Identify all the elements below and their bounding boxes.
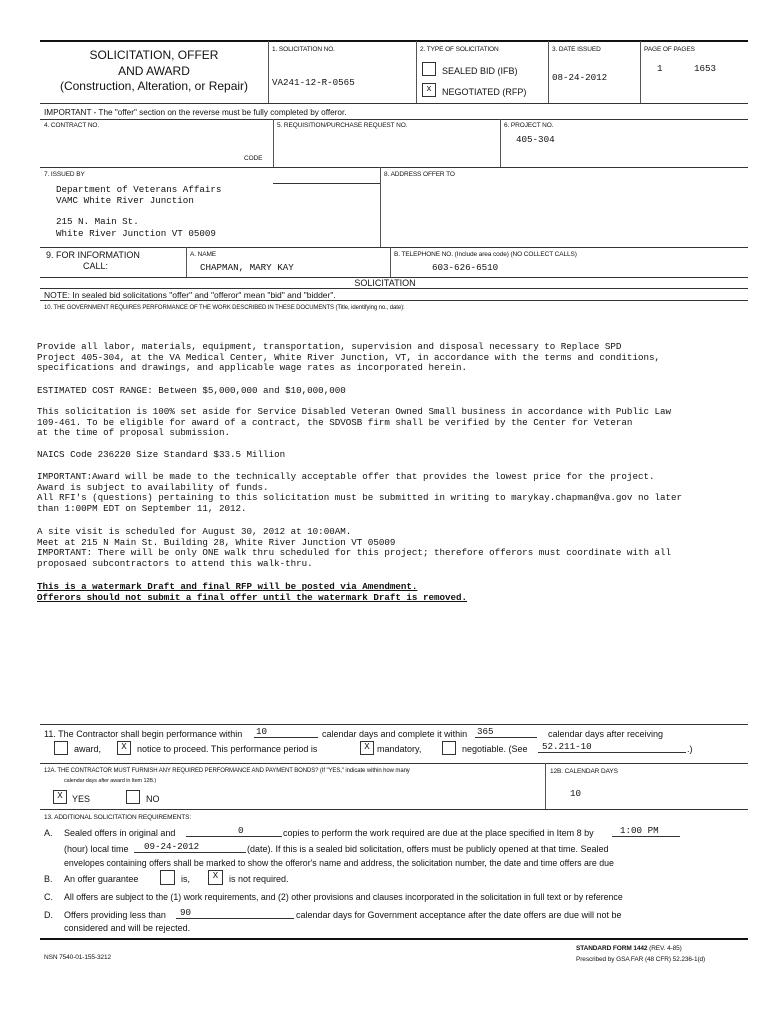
begin-days-field[interactable] <box>254 726 318 738</box>
mandatory-label: mandatory, <box>377 744 422 754</box>
form-revision: (REV. 4-85) <box>649 945 682 952</box>
sealed-bid-note: NOTE: In sealed bid solicitations "offer" and "offeror" mean "bid" and "bidder". <box>44 290 336 300</box>
item-13b-letter: B. <box>44 874 53 884</box>
begin-days-value: 10 <box>256 726 268 737</box>
divider <box>390 247 391 277</box>
form-title <box>40 48 268 95</box>
item-13d-text-2: calendar days for Government acceptance after the date offers are due will not be <box>296 910 622 920</box>
due-time-field[interactable] <box>612 825 680 837</box>
divider <box>380 167 381 247</box>
bonds-no-label: NO <box>146 794 160 804</box>
item-12b-label: 12B. CALENDAR DAYS <box>550 768 618 775</box>
item-13a-text-5: envelopes containing offers shall be marked to show the offeror's name and address, the solicitation number, the date and time offers are due <box>64 858 614 868</box>
divider <box>416 41 417 103</box>
due-time-value: 1:00 PM <box>620 825 659 836</box>
project-no-label: 6. PROJECT NO. <box>504 122 554 129</box>
sealed-bid-checkbox[interactable] <box>422 62 436 76</box>
rule <box>273 183 380 184</box>
complete-days-field[interactable] <box>475 726 537 738</box>
cost-range: ESTIMATED COST RANGE: Between $5,000,000 and $10,000,000 <box>37 385 346 396</box>
address-offer-label: 8. ADDRESS OFFER TO <box>384 171 455 178</box>
page-of-pages-label: PAGE OF PAGES <box>644 46 695 53</box>
site-visit-text: A site visit is scheduled for August 30, 2012 at 10:00AM. Meet at 215 N Main St. Building 28, White River Junction VT 05009 IMPORTANT: There will be only ONE walk thru scheduled for this project; therefore offerors must coordinate with all proposaed subcontractors to attend this walk-thru. <box>37 526 672 569</box>
info-label-line-1: 9. FOR INFORMATION <box>46 250 140 260</box>
date-issued-label: 3. DATE ISSUED <box>552 46 601 53</box>
bonds-yes-label: YES <box>72 794 91 804</box>
bonds-no-checkbox[interactable] <box>126 790 140 804</box>
work-description: Provide all labor, materials, equipment, transportation, supervision and disposal necessary to Replace SPD Project 405-304, at the VA Medical Center, White River Junction, VT, in accordance with the terms and conditions, specifications and drawings, and applicable wage rates as incorporated herein. <box>37 341 661 374</box>
award-checkbox[interactable] <box>54 741 68 755</box>
telephone-value: 603-626-6510 <box>432 262 499 273</box>
issued-by-line-2: VAMC White River Junction <box>56 195 194 206</box>
solicitation-heading: SOLICITATION <box>354 278 416 288</box>
item-13b-text: An offer guarantee <box>64 874 139 884</box>
item-13a-letter: A. <box>44 828 53 838</box>
rule <box>40 724 748 725</box>
contact-name-value: CHAPMAN, MARY KAY <box>200 262 294 273</box>
set-aside-text: This solicitation is 100% set aside for Service Disabled Veteran Owned Small business in accordance with Public Law 109-461. To be eligible for award of a contract, the SDVOSB firm shall be verified by the Center for Veteran at the time of proposal submission. <box>37 406 672 439</box>
sealed-bid-label: SEALED BID (IFB) <box>442 66 518 76</box>
copies-field[interactable] <box>186 825 282 837</box>
item-13d-letter: D. <box>44 910 53 920</box>
watermark-notice-1: This is a watermark Draft and final RFP will be posted via Amendment. <box>37 581 418 592</box>
rule <box>40 167 748 168</box>
negotiated-checkbox[interactable]: x <box>422 83 436 97</box>
item-13a-text-1: Sealed offers in original and <box>64 828 176 838</box>
prescribed-by: Prescribed by GSA FAR (48 CFR) 52.236-1(d) <box>576 956 706 963</box>
item-11-text-2: calendar days and complete it within <box>322 729 468 739</box>
item-10-label: 10. THE GOVERNMENT REQUIRES PERFORMANCE OF THE WORK DESCRIBED IN THESE DOCUMENTS (Title, identifying no., date): <box>44 305 405 311</box>
type-of-solicitation-label: 2. TYPE OF SOLICITATION <box>420 46 499 53</box>
mandatory-checkbox[interactable]: X <box>360 741 374 755</box>
negotiated-label: NEGOTIATED (RFP) <box>442 87 527 97</box>
guarantee-not-checkbox[interactable]: X <box>208 870 223 885</box>
divider <box>640 41 641 103</box>
telephone-label: B. TELEPHONE NO. (Include area code) (NO COLLECT CALLS) <box>394 251 577 258</box>
item-13a-text-4: (date). If this is a sealed bid solicitation, offers must be publicly opened at that time. Sealed <box>247 844 609 854</box>
item-12a-label-2: calendar days after award in Item 12B.) <box>64 778 157 784</box>
top-rule <box>40 40 748 42</box>
divider <box>268 41 269 103</box>
issued-by-label: 7. ISSUED BY <box>44 171 85 178</box>
code-label: CODE <box>244 155 263 162</box>
form-number <box>576 945 682 952</box>
ntp-label: notice to proceed. This performance period is <box>137 744 318 754</box>
naics-text: NAICS Code 236220 Size Standard $33.5 Million <box>37 449 286 460</box>
item-13a-text-3: (hour) local time <box>64 844 129 854</box>
ntp-checkbox[interactable]: X <box>117 741 131 755</box>
rule <box>40 103 748 104</box>
rule <box>40 247 748 248</box>
project-no-value[interactable]: 405-304 <box>516 134 555 145</box>
issued-by-line-1: Department of Veterans Affairs <box>56 184 222 195</box>
guarantee-not-label: is not required. <box>229 874 289 884</box>
page-number: 1 <box>657 63 663 74</box>
rule <box>40 809 748 810</box>
item-13d-text-3: considered and will be rejected. <box>64 923 191 933</box>
see-clause-field[interactable] <box>538 741 686 753</box>
award-text: IMPORTANT:Award will be made to the technically acceptable offer that provides the lowest price for the project. Award is subject to availability of funds. All RFI's (questions) pertaining to this solicitation must be submitted in writing to marykay.chapman@va.gov no later than 1:00PM EDT on September 11, 2012. <box>37 471 683 514</box>
due-date-field[interactable] <box>134 841 246 853</box>
item-13c-letter: C. <box>44 892 53 902</box>
solicitation-no-label: 1. SOLICITATION NO. <box>272 46 335 53</box>
title-line-3: (Construction, Alteration, or Repair) <box>59 79 249 93</box>
title-line-1: SOLICITATION, OFFER <box>89 48 219 62</box>
divider <box>186 247 187 277</box>
nsn-number: NSN 7540-01-155-3212 <box>44 954 112 961</box>
bonds-yes-checkbox[interactable]: X <box>53 790 67 804</box>
see-clause-value: 52.211-10 <box>542 741 592 752</box>
contract-no-label: 4. CONTRACT NO. <box>44 122 100 129</box>
issued-by-line-3: 215 N. Main St. <box>56 216 139 227</box>
acceptance-days-value: 90 <box>180 907 192 918</box>
calendar-days-value[interactable]: 10 <box>570 788 582 799</box>
guarantee-is-label: is, <box>181 874 190 884</box>
rule <box>40 288 748 289</box>
complete-days-value: 365 <box>477 726 494 737</box>
rule <box>40 119 748 120</box>
divider <box>273 119 274 167</box>
item-13c-text: All offers are subject to the (1) work requirements, and (2) other provisions and clauses incorporated in the solicitation in full text or by reference <box>64 892 623 902</box>
due-date-value: 09-24-2012 <box>144 841 200 852</box>
title-line-2: AND AWARD <box>118 63 190 78</box>
negotiable-label: negotiable. (See <box>462 744 528 754</box>
see-clause-close: .) <box>687 744 693 754</box>
important-note: IMPORTANT - The "offer" section on the reverse must be fully completed by offeror. <box>44 108 347 117</box>
acceptance-days-field[interactable] <box>176 907 294 919</box>
rule <box>40 763 748 764</box>
solicitation-no-value[interactable]: VA241-12-R-0565 <box>272 77 355 88</box>
rule <box>40 300 748 301</box>
form-number-bold: STANDARD FORM 1442 <box>576 945 648 952</box>
award-label: award, <box>74 744 102 754</box>
item-13-label: 13. ADDITIONAL SOLICITATION REQUIREMENTS: <box>44 814 192 821</box>
contact-name-label: A. NAME <box>190 251 217 258</box>
divider <box>548 41 549 103</box>
info-label-line-2: CALL: <box>83 261 109 271</box>
requisition-label: 5. REQUISITION/PURCHASE REQUEST NO. <box>277 122 408 129</box>
item-11-text-3: calendar days after receiving <box>548 729 664 739</box>
item-12a-label: 12A. THE CONTRACTOR MUST FURNISH ANY REQUIRED PERFORMANCE AND PAYMENT BONDS? (If "YES," indicate within how many <box>44 768 410 774</box>
copies-value: 0 <box>238 825 244 836</box>
watermark-notice-2: Offerors should not submit a final offer until the watermark Draft is removed. <box>37 592 468 603</box>
item-11-text-1: 11. The Contractor shall begin performance within <box>44 729 243 739</box>
guarantee-is-checkbox[interactable] <box>160 870 175 885</box>
date-issued-value[interactable]: 08-24-2012 <box>552 72 608 83</box>
item-13d-text-1: Offers providing less than <box>64 910 166 920</box>
negotiable-checkbox[interactable] <box>442 741 456 755</box>
divider <box>545 763 546 809</box>
total-pages: 1653 <box>694 63 717 74</box>
divider <box>500 119 501 167</box>
info-label <box>46 250 140 272</box>
item-13a-text-2: copies to perform the work required are due at the place specified in Item 8 by <box>283 828 594 838</box>
bottom-rule <box>40 938 748 940</box>
issued-by-line-4: White River Junction VT 05009 <box>56 228 216 239</box>
